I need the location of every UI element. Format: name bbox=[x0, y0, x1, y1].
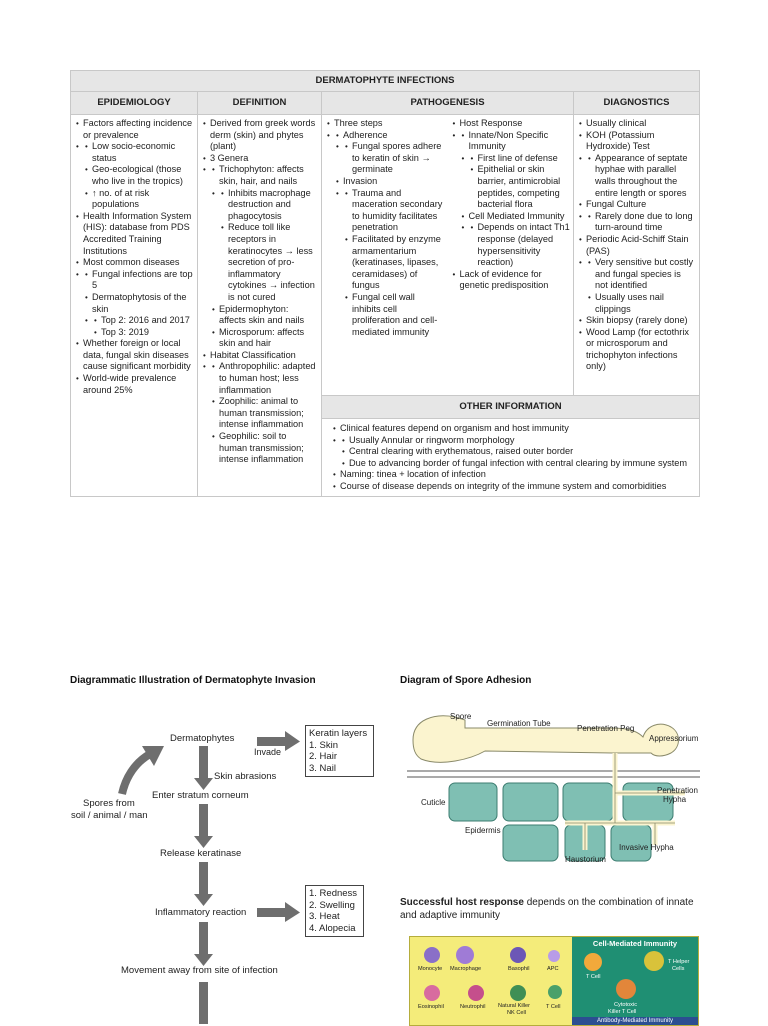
arrow-right-inflammation-head bbox=[285, 902, 300, 922]
arrow-right-invade bbox=[257, 737, 287, 746]
flow-movement: Movement away from site of infection bbox=[121, 965, 278, 976]
list-item: • ↑ no. of at risk populations bbox=[92, 188, 193, 211]
inflammation-signs-box bbox=[305, 885, 364, 937]
flow-inflammatory: Inflammatory reaction bbox=[155, 907, 247, 918]
label-haustorium: Haustorium bbox=[565, 855, 606, 864]
list-item: • Whether foreign or local data, fungal skin diseases cause significant morbidity bbox=[83, 338, 193, 373]
list-item: • Most common diseases bbox=[83, 257, 193, 269]
arrow-right-inflammation bbox=[257, 908, 287, 917]
flow-skin-abrasions: Skin abrasions bbox=[214, 771, 277, 782]
definition-cell bbox=[198, 115, 322, 497]
t-cell-left-icon bbox=[548, 985, 562, 999]
list-item: • Health Information System (HIS): database from PDS Accredited Training Institutions bbox=[83, 211, 193, 257]
label-neutrophil: Neutrophil bbox=[460, 1004, 486, 1010]
label-t-cell: T Cell bbox=[586, 974, 601, 980]
list-item: • • Adherence bbox=[343, 130, 445, 142]
dermatophyte-table bbox=[70, 70, 700, 497]
pathogenesis-right bbox=[448, 115, 574, 342]
list-item: • • Trauma and maceration secondary to humidity facilitates penetration bbox=[352, 188, 445, 234]
list-item: • Epithelial or skin barrier, antimicrobial peptides, competing bacterial flora bbox=[478, 164, 571, 210]
table-title: DERMATOPHYTE INFECTIONS bbox=[71, 71, 700, 92]
list-item: • • Low socio-economic status bbox=[92, 141, 193, 164]
diagnostics-cell bbox=[574, 115, 700, 396]
label-penetration-peg: Penetration Peg bbox=[577, 724, 635, 733]
list-item: • Epidermophyton: affects skin and nails bbox=[219, 304, 317, 327]
list-item: Keratin layers bbox=[309, 728, 368, 739]
keratin-layers-box bbox=[305, 725, 374, 777]
list-item: • World-wide prevalence around 25% bbox=[83, 373, 193, 396]
host-response-rest: depends on the combination of innate and adaptive immunity bbox=[400, 897, 694, 921]
list-item: 4. Alopecia bbox=[309, 922, 356, 934]
list-item: • Dermatophytosis of the skin bbox=[92, 292, 193, 315]
t-helper-icon bbox=[644, 951, 664, 971]
label-nk-2: NK Cell bbox=[507, 1010, 526, 1016]
apc-icon bbox=[548, 950, 560, 962]
list-item: • • Fungal spores adhere to keratin of skin → germinate bbox=[352, 141, 445, 176]
macrophage-icon bbox=[456, 946, 474, 964]
epidermis-cell bbox=[503, 783, 558, 821]
list-item: • • Top 2: 2016 and 2017 bbox=[101, 315, 193, 327]
flow-dermatophytes: Dermatophytes bbox=[170, 733, 235, 744]
flow-enter-stratum: Enter stratum corneum bbox=[152, 790, 249, 801]
list-item: • • Usually Annular or ringworm morphology bbox=[349, 435, 693, 447]
label-apc: APC bbox=[547, 966, 559, 972]
list-item: • Due to advancing border of fungal infection with central clearing by immune system bbox=[349, 458, 693, 470]
label-t-helper-2: Cells bbox=[672, 966, 685, 972]
list-item: • Naming: tinea + location of infection bbox=[340, 469, 693, 481]
label-cyto-1: Cytotoxic bbox=[614, 1002, 638, 1008]
label-invasive-hypha: Invasive Hypha bbox=[619, 843, 674, 852]
list-item: • Three steps bbox=[334, 118, 445, 130]
list-item: 2. Swelling bbox=[309, 899, 355, 911]
label-penetration-2: Hypha bbox=[663, 795, 687, 804]
header-definition: DEFINITION bbox=[198, 92, 322, 115]
arrow-down-3-head bbox=[194, 894, 213, 906]
epidermis-cell bbox=[563, 783, 613, 821]
list-item: • Invasion bbox=[343, 176, 445, 188]
list-item: • Skin biopsy (rarely done) bbox=[586, 315, 695, 327]
neutrophil-icon bbox=[468, 985, 484, 1001]
basophil-icon bbox=[510, 947, 526, 963]
list-item: 3. Heat bbox=[309, 911, 340, 923]
t-cell-icon bbox=[584, 953, 602, 971]
list-item: • Wood Lamp (for ectothrix or microsporum and trichophyton infections only) bbox=[586, 327, 695, 373]
list-item: • Usually uses nail clippings bbox=[595, 292, 695, 315]
list-item: • • Very sensitive but costly and fungal species is not identified bbox=[595, 257, 695, 292]
list-item: • Reduce toll like receptors in keratinocytes → less secretion of pro-inflammatory cytokines → infection is not cured bbox=[228, 222, 317, 303]
list-item: • Clinical features depend on organism and host immunity bbox=[340, 423, 693, 435]
arrow-down-4 bbox=[199, 922, 208, 956]
list-item: • Cell Mediated Immunity bbox=[469, 211, 571, 223]
spore-adhesion-illustration bbox=[405, 705, 700, 865]
list-item: • Geo-ecological (those who live in the tropics) bbox=[92, 164, 193, 187]
monocyte-icon bbox=[424, 947, 440, 963]
invasion-diagram-title: Diagrammatic Illustration of Dermatophyte Invasion bbox=[70, 675, 316, 686]
list-item: • Microsporum: affects skin and hair bbox=[219, 327, 317, 350]
list-item: • • Inhibits macrophage destruction and phagocytosis bbox=[228, 188, 317, 223]
list-item: • Fungal cell wall inhibits cell proliferation and cell-mediated immunity bbox=[352, 292, 445, 338]
list-item: • KOH (Potassium Hydroxide) Test bbox=[586, 130, 695, 153]
label-penetration-1: Penetration bbox=[657, 786, 698, 795]
arrow-down-1-head bbox=[194, 778, 213, 790]
list-item: • Usually clinical bbox=[586, 118, 695, 130]
label-germination-tube: Germination Tube bbox=[487, 719, 551, 728]
list-item: • • Fungal infections are top 5 bbox=[92, 269, 193, 292]
host-response-note bbox=[400, 896, 700, 922]
list-item: • Derived from greek words derm (skin) and phytes (plant) bbox=[210, 118, 317, 153]
label-nk-1: Natural Killer bbox=[498, 1003, 531, 1009]
list-item: 2. Hair bbox=[309, 751, 337, 763]
list-item: • Lack of evidence for genetic predisposition bbox=[460, 269, 571, 292]
flow-spores-1: Spores from bbox=[83, 798, 135, 809]
list-item: 3. Nail bbox=[309, 762, 336, 774]
list-item: • Factors affecting incidence or prevalence bbox=[83, 118, 193, 141]
label-epidermis: Epidermis bbox=[465, 826, 501, 835]
list-item: • • Appearance of septate hyphae with parallel walls throughout the entire length or spores bbox=[595, 153, 695, 199]
label-eosinophil: Eosinophil bbox=[418, 1004, 444, 1010]
arrow-down-5 bbox=[199, 982, 208, 1024]
arrow-right-invade-head bbox=[285, 731, 300, 751]
epidermis-cell bbox=[449, 783, 497, 821]
list-item: 1. Skin bbox=[309, 739, 339, 751]
list-item: • • Rarely done due to long turn-around time bbox=[595, 211, 695, 234]
flow-invade: Invade bbox=[254, 747, 282, 757]
antibody-mediated-immunity-bar: Antibody-Mediated Immunity bbox=[572, 1017, 698, 1025]
label-t-helper-1: T Helper bbox=[668, 959, 690, 965]
label-cuticle: Cuticle bbox=[421, 798, 446, 807]
arrow-down-1 bbox=[199, 746, 208, 780]
list-item: • Central clearing with erythematous, raised outer border bbox=[349, 446, 693, 458]
label-t-cell-left: T Cell bbox=[546, 1004, 561, 1010]
cell-mediated-immunity-panel bbox=[572, 937, 698, 1017]
other-information-cell bbox=[322, 419, 700, 497]
list-item: • • Depends on intact Th1 response (delayed hypersensitivity reaction) bbox=[478, 222, 571, 268]
list-item: • Geophilic: soil to human transmission; intense inflammation bbox=[219, 431, 317, 466]
pathogenesis-left bbox=[322, 115, 448, 342]
header-diagnostics: DIAGNOSTICS bbox=[574, 92, 700, 115]
header-pathogenesis: PATHOGENESIS bbox=[322, 92, 574, 115]
flow-spores-2: soil / animal / man bbox=[71, 810, 148, 821]
list-item: • • Anthropophilic: adapted to human host; less inflammation bbox=[219, 361, 317, 396]
label-spore: Spore bbox=[450, 712, 472, 721]
list-item: • • Innate/Non Specific Immunity bbox=[469, 130, 571, 153]
label-monocyte: Monocyte bbox=[418, 966, 443, 972]
list-item: • Top 3: 2019 bbox=[101, 327, 193, 339]
host-response-bold: Successful host response bbox=[400, 897, 524, 908]
label-appressorium: Appressorium bbox=[649, 734, 699, 743]
list-item: • • Trichophyton: affects skin, hair, and nails bbox=[219, 164, 317, 187]
list-item: • Periodic Acid-Schiff Stain (PAS) bbox=[586, 234, 695, 257]
header-other-information: OTHER INFORMATION bbox=[322, 396, 700, 419]
nk-cell-icon bbox=[510, 985, 526, 1001]
epidemiology-cell bbox=[71, 115, 198, 497]
list-item: • Course of disease depends on integrity of the immune system and comorbidities bbox=[340, 481, 693, 493]
list-item: • Habitat Classification bbox=[210, 350, 317, 362]
arrow-down-3 bbox=[199, 862, 208, 896]
flow-release-keratinase: Release keratinase bbox=[160, 848, 242, 859]
arrow-curved-spores bbox=[122, 754, 150, 794]
cmi-title: Cell-Mediated Immunity bbox=[592, 939, 678, 948]
arrow-down-2-head bbox=[194, 836, 213, 848]
label-macrophage: Macrophage bbox=[450, 966, 482, 972]
list-item: • Host Response bbox=[460, 118, 571, 130]
list-item: • 3 Genera bbox=[210, 153, 317, 165]
list-item: • Facilitated by enzyme armamentarium (keratinases, lipases, ceramidases) of fungus bbox=[352, 234, 445, 292]
list-item: • • First line of defense bbox=[478, 153, 571, 165]
cytotoxic-t-icon bbox=[616, 979, 636, 999]
adhesion-diagram-title: Diagram of Spore Adhesion bbox=[400, 675, 532, 686]
list-item: • Fungal Culture bbox=[586, 199, 695, 211]
immune-cells-panel bbox=[409, 936, 699, 1026]
eosinophil-icon bbox=[424, 985, 440, 1001]
label-cyto-2: Killer T Cell bbox=[608, 1009, 637, 1015]
arrow-down-2 bbox=[199, 804, 208, 838]
label-basophil: Basophil bbox=[508, 966, 530, 972]
list-item: 1. Redness bbox=[309, 888, 358, 899]
epidermis-cell bbox=[503, 825, 558, 861]
list-item: • Zoophilic: animal to human transmission; intense inflammation bbox=[219, 396, 317, 431]
header-epidemiology: EPIDEMIOLOGY bbox=[71, 92, 198, 115]
pathogenesis-cell bbox=[322, 115, 574, 396]
